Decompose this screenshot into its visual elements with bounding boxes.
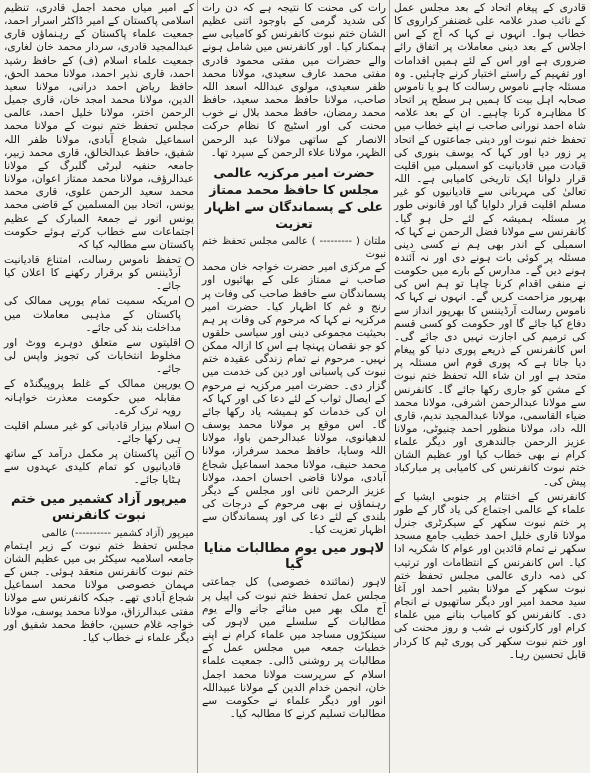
column-right: [390, 0, 590, 773]
demand-text: امریکہ سمیت تمام یورپی ممالک کی پاکستان کے مذہبی معاملات میں مداخلت بند کی جائے۔: [4, 295, 181, 334]
article-body: کے مرکزی امیر حضرت خواجہ خان محمد صاحب نے ممتاز علی کے بھائیوں اور پسماندگان سے حافظ صاحب کی وفات پر رنج و غم کا اظہار کیا۔ حضرت امیر مرکزیہ نے کہا کہ مرحوم کی وفات پر ہم بحیثیت مجموعی دینی اور سیاسی حلقوں کو جو نقصان پہنچا ہے اس کا ازالہ ممکن نہیں۔ مرحوم نے تمام زندگی عقیدہ ختم نبوت کی پاسبانی اور دین کی خدمت میں گزار دی۔ حضرت امیر مرکزیہ نے مرحوم کے ایصال ثواب کے لئے دعا کی اور کہا کہ ان کی خدمات کو ہمیشہ یاد رکھا جائے گا۔ اس موقع پر مولانا محمد یوسف لدھیانوی، مولانا عبدالرحمن باوا، مولانا اللہ وسایا، حافظ محمد سرفراز، مولانا محمد حنیف، مولانا محمد اسماعیل شجاع آبادی، مولانا قاضی احسان احمد، مولانا عزیز الرحمن ثانی اور مجلس کے دیگر رہنماؤں نے بھی مرحوم کے درجات کی بلندی کے لئے دعا کی اور پسماندگان سے اظہار تعزیت کیا۔: [202, 261, 386, 537]
circle-bullet-icon: [185, 381, 194, 390]
column-middle: [198, 0, 390, 773]
demand-text: اسلام بیزار قادیانی کو غیر مسلم اقلیت ہی رکھا جائے۔: [4, 419, 181, 445]
column-left: [0, 0, 198, 773]
demand-item: [4, 337, 194, 376]
demand-item: [4, 295, 194, 334]
circle-bullet-icon: [185, 340, 194, 349]
demand-item: [4, 448, 194, 487]
circle-bullet-icon: [185, 451, 194, 460]
demand-text: اقلیتوں سے متعلق دوہرے ووٹ اور مخلوط انتخابات کی تجویز واپس لی جائے۔: [4, 336, 181, 376]
demand-item: [4, 378, 194, 417]
circle-bullet-icon: [185, 423, 194, 432]
demand-text: تحفظ ناموس رسالت، امتناع قادیانیت آرڈیننس کو برقرار رکھنے کا اعلان کیا جائے۔: [4, 253, 181, 293]
article-body: لاہور (نمائندہ خصوصی) کل جماعتی مجلس عمل تحفظ ختم نبوت کی اپیل پر آج ملک بھر میں منائے جانے والے یوم مطالبات کے سلسلے میں لاہور کی سینکڑوں مساجد میں علماء کرام نے اپنے خطبات جمعہ میں مجلس عمل کے مطالبات پر روشنی ڈالی۔ جمعیت علماء اسلام کے سرپرست مولانا محمد اجمل خان، انجمن خدام الدین کے مولانا عبیداللہ انور اور دیگر علماء نے حکومت سے مطالبات تسلیم کرنے کا مطالبہ کیا۔: [202, 576, 386, 721]
article-headline: حضرت امیر مرکزیہ عالمی مجلس کا حافظ محمد ممتاز علی کے پسماندگان سے اظہار تعزیت: [204, 164, 384, 231]
article-intro: رات کی محنت کا نتیجہ ہے کہ دن رات کی شدید گرمی کے باوجود اتنی عظیم الشان ختم نبوت کانفرنس کو کامیابی سے ہمکنار کیا۔ اور کانفرنس میں شامل ہونے والے حضرات میں مفتی محمود قادری مفتی محمد عارف سعیدی، مولانا محمد ظفر سعیدی، مولوی عبداللہ اسعد اللہ صاحب، مولانا حافظ محمد سعید، حافظ محمد رمضان، حافظ محمد بلال نے خوب محنت کی اور اسٹیج کا نظام حرکت الانصار کے ساتھی مولانا عبد الرحمن الظہر، مولانا علاء الرحمن کے سپرد تھا۔: [202, 2, 386, 159]
circle-bullet-icon: [185, 298, 194, 307]
article-paragraph: کانفرنس کے اختتام پر جنوبی ایشیا کے علماء کے عالمی اجتماع کی یاد گار کے طور پر ختم نبوت سکھر کے سیکرٹری جنرل مولانا قاری خلیل احمد خطیب جامع مسجد سکھر نے تمام قائدین اور عوام کا شکریہ ادا کیا۔ اس کانفرنس کے انتظامات اور ترتیب کی ذمہ داری عالمی مجلس تحفظ ختم نبوت سکھر کے مولانا بشیر احمد اور آغا سید محمد امیر اور دیگر ساتھیوں نے انجام دی۔ کانفرنس کو کامیاب بنانے میں علماء کرام اور کارکنوں نے شب و روز محنت کی اور ختم نبوت سکھر کی پوری ٹیم کا کردار قابل تحسین رہا۔: [394, 490, 586, 661]
article-body: مجلس تحفظ ختم نبوت کے زیر اہتمام جامعہ اسلامیہ سیکٹر بی میں عظیم الشان ختم نبوت کانفرنس منعقد ہوئی۔ جس کے مہمان خصوصی مولانا محمد اسماعیل شجاع آبادی تھے۔ جبکہ کانفرنس سے مولانا مفتی عبدالرزاق، مولانا محمد یوسف، مولانا خواجہ غلام حسین، حافظ محمد شفیق اور دیگر علماء نے خطاب کیا۔: [4, 539, 194, 644]
article-headline: لاہور میں یوم مطالبات منایا گیا: [203, 541, 385, 573]
article-headline: میرپور آزاد کشمیر میں ختم نبوت کانفرنس: [11, 491, 187, 523]
article-paragraph: قادری کے پیغام اتحاد کے بعد مجلس عمل کے نائب صدر علامہ علی غضنفر کراروی کا خطاب ہوا۔ انہوں نے کہا کہ آج کے اس اجلاس کے بعد دینی معاملات پر اتفاق رائے ضروری ہے اور اس کے لئے ہمیں اقدامات اور تفہیم کے راستے اختیار کرنے چاہئیں۔ وہ مسئلہ چاہے ناموس رسالت کا ہو یا ناموس صحابہ اہل بیت کا ہمیں ہر سطح پر اتحاد کا مظاہرہ کرنا چاہیے۔ ان کے بعد علامہ شاہ احمد نورانی صاحب نے اپنے خطاب میں تحفظ ختم نبوت اور دینی جماعتوں کے اتحاد پر زور دیا اور کہا کہ یوسف بنوری کی قیادت میں قادیانیت کو اسمبلی میں اقلیت قرار دلوانا ایک تاریخی کامیابی ہے۔ اللہ تعالیٰ کی مہربانی سے قادیانیوں کو غیر مسلم اقلیت قرار دلوایا گیا اور قانونی طور پر مسئلہ ہمیشہ کے لئے حل ہو گیا۔ کانفرنس سے مولانا فضل الرحمن نے کہا کہ اسمبلی کے اندر بھی ہم نے کسی دینی مسئلہ پر کوئی بات ہونے دی اور نہ آئندہ ہونے دیں گے۔ مدارس کے بارے میں حکومت نے منفی اقدام کرنا چاہا تو ہم اس کی بھرپور مزاحمت کریں گے۔ انہوں نے کہا کہ ناموس رسالت آرڈیننس کا بھرپور انداز سے دفاع کیا جائے گا اور حکومت کو کسی قسم کی ترمیم کی اجازت نہیں دی جائے گی۔ اس کانفرنس کے ذریعے پوری دنیا کو پیغام دیا جاتا ہے کہ پوری قوم اس مسئلہ پر متحد ہے اور ان شاء اللہ تحفظ ختم نبوت کے مشن کو جاری رکھا جائے گا۔ کانفرنس سے مولانا عبدالرحمن اشرفی، مولانا محمد ضیاء القاسمی، مولانا عبدالمجید ندیم، قاری اللہ داد، مولانا منظور احمد چنیوٹی، مولانا عزیز الرحمن جالندھری اور دیگر علماء کرام نے بھی خطاب کیا اور عظیم الشان ختم نبوت کانفرنس کی کامیابی پر مبارکباد پیش کی۔: [394, 2, 586, 488]
circle-bullet-icon: [185, 257, 194, 266]
demand-text: آئین پاکستان پر مکمل درآمد کے ساتھ قادیانیوں کو تمام کلیدی عہدوں سے ہٹایا جائے۔: [4, 448, 181, 487]
article-dateline: میرپور (آزاد کشمیر ----------) عالمی: [41, 527, 194, 539]
article-intro: کے امیر میاں محمد اجمل قادری، تنظیم اسلامی پاکستان کے امیر ڈاکٹر اسرار احمد، جمعیت علماء پاکستان کے رہنماؤں قاری عبدالمجید قادری، سردار محمد خان لغاری، جمعیت علماء اسلام (ف) کے حافظ رشید احمد، قاری نذیر احمد، مولانا محمد الحق، حافظ ریاض احمد درانی، مولانا سعید الدین، مولانا محمد امجد خان، قاری جمیل الرحمن اختر، مولانا خلیل احمد، عالمی مجلس تحفظ ختم نبوت کے مولانا محمد اسماعیل شجاع آبادی، مولانا ظفر اللہ شفیق، حافظ عبدالخالق، قاری محمد زبیر، جامعہ حنفیہ لبرٹی گلبرگ کے مولانا عبدالرؤف، مولانا محمد ممتاز اعوان، مولانا محمد سعید الرحمن علوی، قاری محمد یونس، اتحاد بین المسلمین کے قاضی محمد یونس انور نے جمعۃ المبارک کے عظیم اجتماعات سے خطاب کرتے ہوئے حکومت پاکستان سے مطالبہ کیا کہ: [4, 2, 194, 251]
demand-item: [4, 420, 194, 446]
demand-text: یورپین ممالک کے غلط پروپیگنڈہ کے مقابلہ میں حکومت معذرت خواہانہ رویہ ترک کرے۔: [4, 378, 181, 417]
article-dateline: ملتان ( --------- ) عالمی مجلس تحفظ ختم نبوت: [202, 235, 386, 261]
demand-item: [4, 254, 194, 293]
